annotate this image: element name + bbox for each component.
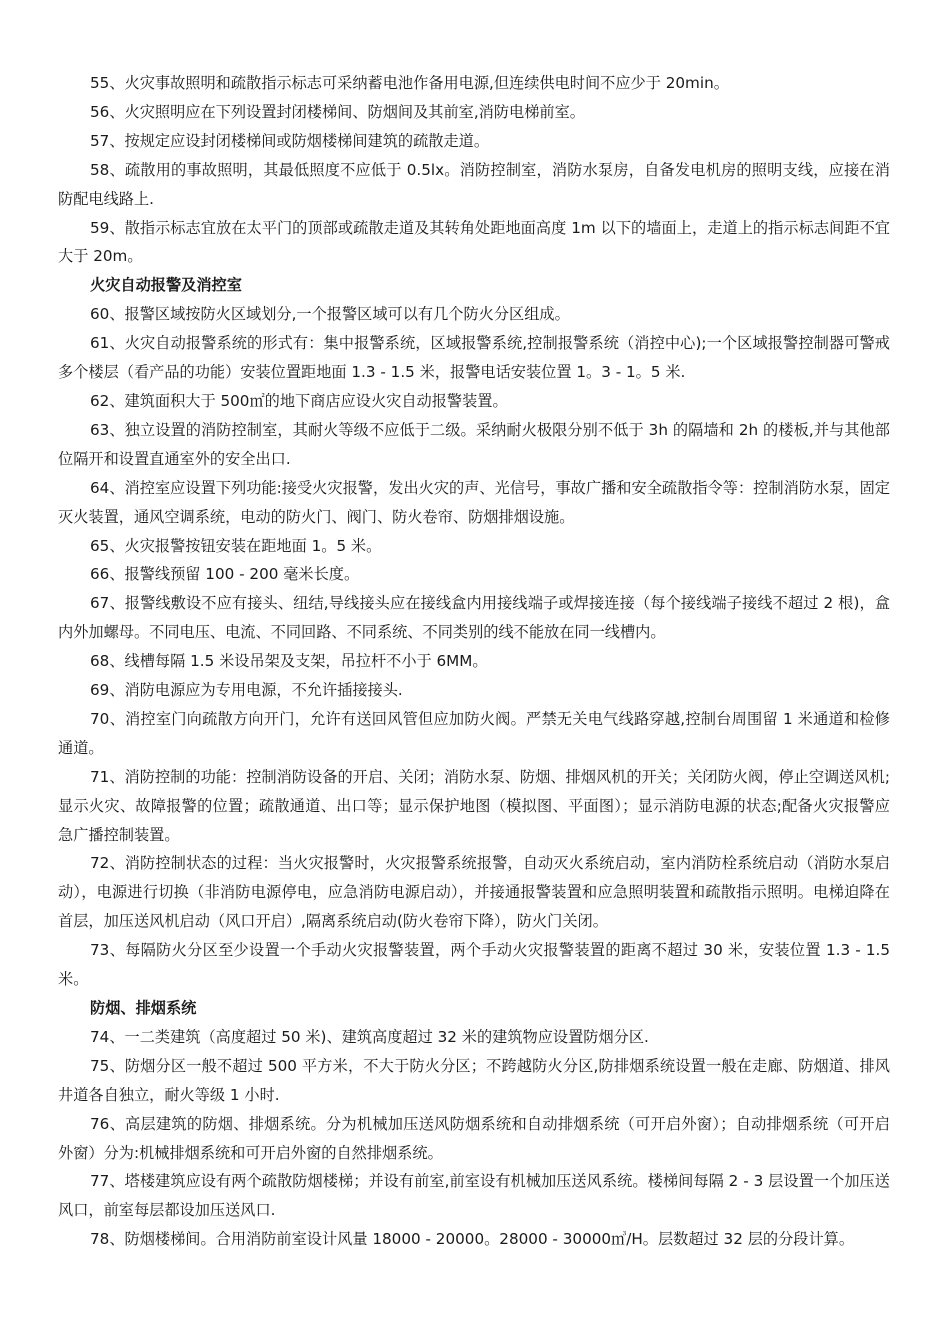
section-heading-fire-alarm: 火灾自动报警及消控室 <box>90 276 242 295</box>
paragraph-77: 77、塔楼建筑应设有两个疏散防烟楼梯；并设有前室,前室设有机械加压送风系统。楼梯间每隔 2 - 3 层设置一个加压送风口，前室每层都设加压送风口. <box>58 1172 890 1220</box>
paragraph-57: 57、按规定应设封闭楼梯间或防烟楼梯间建筑的疏散走道。 <box>90 131 490 150</box>
paragraph-66: 66、报警线预留 100 - 200 毫米长度。 <box>90 565 360 584</box>
paragraph-55: 55、火灾事故照明和疏散指示标志可采纳蓄电池作备用电源,但连续供电时间不应少于 20min。 <box>90 74 729 92</box>
paragraph-65: 65、火灾报警按钮安装在距地面 1。5 米。 <box>90 536 382 555</box>
paragraph-62: 62、建筑面积大于 500㎡的地下商店应设火灾自动报警装置。 <box>90 391 508 410</box>
paragraph-59: 59、散指示标志宜放在太平门的顶部或疏散走道及其转角处距地面高度 1m 以下的墙面上，走道上的指示标志间距不宜大于 20m。 <box>58 218 890 266</box>
paragraph-58: 58、疏散用的事故照明，其最低照度不应低于 0.5lx。消防控制室，消防水泵房，自备发电机房的照明支线，应接在消防配电线路上. <box>58 160 890 208</box>
paragraph-78: 78、防烟楼梯间。合用消防前室设计风量 18000 - 20000。28000 - 30000㎥/H。层数超过 32 层的分段计算。 <box>90 1230 855 1249</box>
paragraph-67: 67、报警线敷设不应有接头、纽结,导线接头应在接线盒内用接线端子或焊接连接（每个接线端子接线不超过 2 根)，盒内外加螺母。不同电压、电流、不同回路、不同系统、不同类别的线不能放在同一线槽内。 <box>58 594 890 642</box>
paragraph-75: 75、防烟分区一般不超过 500 平方米，不大于防火分区；不跨越防火分区,防排烟系统设置一般在走廊、防烟道、排风井道各自独立，耐火等级 1 小时. <box>58 1056 890 1104</box>
paragraph-72: 72、消防控制状态的过程：当火灾报警时，火灾报警系统报警，自动灭火系统启动，室内消防栓系统启动（消防水泵启动），电源进行切换（非消防电源停电，应急消防电源启动），并接通报警装置和应急照明装置和疏散指示照明。电梯迫降在首层，加压送风机启动（风口开启）,隔离系统启动(防火卷帘下降），防火门关闭。 <box>58 854 890 931</box>
paragraph-74: 74、一二类建筑（高度超过 50 米)、建筑高度超过 32 米的建筑物应设置防烟分区. <box>90 1027 649 1046</box>
paragraph-73: 73、每隔防火分区至少设置一个手动火灾报警装置，两个手动火灾报警装置的距离不超过 30 米，安装位置 1.3 - 1.5 米。 <box>58 941 890 989</box>
paragraph-61: 61、火灾自动报警系统的形式有：集中报警系统，区域报警系统,控制报警系统（消控中心);一个区域报警控制器可警戒多个楼层（看产品的功能）安装位置距地面 1.3 - 1.5 米，报警电话安装位置 1。3 - 1。5 米. <box>58 334 890 382</box>
paragraph-69: 69、消防电源应为专用电源，不允许插接接头. <box>90 681 403 700</box>
paragraph-71: 71、消防控制的功能：控制消防设备的开启、关闭；消防水泵、防烟、排烟风机的开关；关闭防火阀，停止空调送风机;显示火灾、故障报警的位置；疏散通道、出口等；显示保护地图（模拟图、平面图）；显示消防电源的状态;配备火灾报警应急广播控制装置。 <box>58 767 890 844</box>
paragraph-64: 64、消控室应设置下列功能:接受火灾报警，发出火灾的声、光信号，事故广播和安全疏散指令等：控制消防水泵，固定灭火装置，通风空调系统，电动的防火门、阀门、防火卷帘、防烟排烟设施。 <box>58 478 890 526</box>
paragraph-68: 68、线槽每隔 1.5 米设吊架及支架，吊拉杆不小于 6MM。 <box>90 652 488 671</box>
paragraph-60: 60、报警区域按防火区域划分,一个报警区域可以有几个防火分区组成。 <box>90 305 570 324</box>
paragraph-56: 56、火灾照明应在下列设置封闭楼梯间、防烟间及其前室,消防电梯前室。 <box>90 102 585 121</box>
paragraph-76: 76、高层建筑的防烟、排烟系统。分为机械加压送风防烟系统和自动排烟系统（可开启外窗）；自动排烟系统（可开启外窗）分为:机械排烟系统和可开启外窗的自然排烟系统。 <box>58 1114 890 1162</box>
section-heading-smoke-control: 防烟、排烟系统 <box>90 999 197 1017</box>
paragraph-70: 70、消控室门向疏散方向开门，允许有送回风管但应加防火阀。严禁无关电气线路穿越,控制台周围留 1 米通道和检修通道。 <box>58 709 890 757</box>
paragraph-63: 63、独立设置的消防控制室，其耐火等级不应低于二级。采纳耐火极限分别不低于 3h 的隔墙和 2h 的楼板,并与其他部位隔开和设置直通室外的安全出口. <box>58 420 890 468</box>
